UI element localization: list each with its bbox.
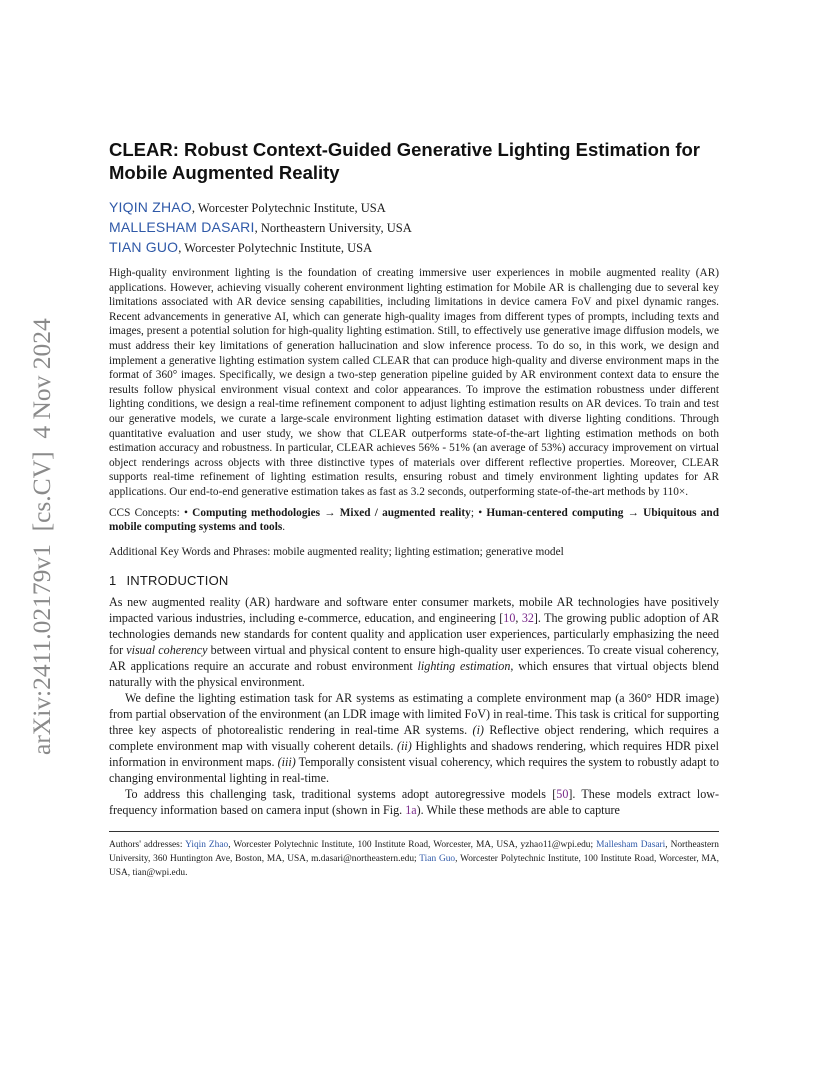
ccs-concept-2: Human-centered computing → Ubiquitous and mobile computing systems and tools	[109, 506, 719, 534]
author-3	[109, 238, 719, 258]
author-link[interactable]: Yiqin Zhao	[185, 840, 229, 851]
text-run: As new augmented reality (AR) hardware and software enter consumer markets, mobile AR technologies have positively impacted various industries, including e-commerce, education, and engineering [	[109, 595, 719, 626]
text-run: between virtual and physical content to ensure high-quality user experiences. To create visual coherency, AR applications require an accurate and robust environment	[109, 643, 720, 674]
text-run: Reflective object rendering, which requires a complete environment map with visually coherent details.	[109, 723, 719, 754]
author-affiliation: , Worcester Polytechnic Institute, USA	[178, 241, 373, 255]
text-run: Authors' addresses:	[109, 840, 186, 851]
text-run: , Worcester Polytechnic Institute, 100 Institute Road, Worcester, MA, USA, tian@wpi.edu.	[109, 854, 720, 879]
author-2	[109, 218, 719, 238]
arxiv-id-text: arXiv:2411.02179v1 [cs.CV] 4 Nov 2024	[27, 318, 56, 755]
author-link[interactable]: Tian Guo	[419, 854, 456, 865]
citation-link[interactable]: 10	[503, 611, 516, 626]
ccs-sep: ; •	[470, 506, 487, 519]
intro-paragraph-1: As new augmented reality (AR) hardware and software enter consumer markets, mobile AR technologies have positively impacted various industries, including e-commerce, education, and engineering [10, 32]. The growing public adoption of AR technologies demands new standards for content quality and application user experiences, particularly emphasizing the need for visual coherency between virtual and physical content to ensure high-quality user experiences. To create visual coherency, AR applications require an accurate and robust environment lighting estimation, which ensures that virtual objects blend naturally with the physical environment.	[109, 595, 720, 690]
emphasis: (i)	[472, 723, 484, 738]
text-run: , which ensures that virtual objects blend naturally with the physical environment.	[109, 659, 719, 690]
text-run: Highlights and shadows rendering, which requires HDR pixel information in environment maps.	[109, 739, 719, 770]
emphasis: visual coherency	[126, 643, 208, 658]
citation-link[interactable]: 32	[521, 611, 534, 626]
arxiv-identifier	[12, 290, 62, 760]
author-list	[109, 198, 719, 258]
ccs-concepts	[109, 506, 719, 535]
author-addresses-footnote	[109, 838, 719, 880]
keywords: Additional Key Words and Phrases: mobile augmented reality; lighting estimation; generative model	[109, 545, 564, 558]
text-run: ]. These models extract low-frequency information based on camera input (shown in Fig.	[109, 787, 719, 818]
figure-link[interactable]: 1a	[405, 803, 417, 818]
author-name[interactable]: YIQIN ZHAO	[109, 199, 192, 215]
author-affiliation: , Northeastern University, USA	[254, 221, 412, 235]
author-link[interactable]: Mallesham Dasari	[596, 840, 666, 851]
section-number: 1	[109, 573, 117, 589]
text-run: We define the lighting estimation task for AR systems as estimating a complete environment map (a 360° HDR image) from partial observation of the environment (an LDR image with limited FoV) in real-time. This task is critical for supporting three key aspects of photorealistic rendering in real-time AR systems.	[109, 691, 719, 738]
section-heading	[109, 573, 719, 588]
footnote-divider	[109, 831, 719, 832]
citation-link[interactable]: 50	[556, 787, 569, 802]
emphasis: (ii)	[397, 739, 412, 754]
author-affiliation: , Worcester Polytechnic Institute, USA	[191, 201, 386, 215]
text-run: ]. The growing public adoption of AR technologies demands new standards for content quality and application user experiences, particularly emphasizing the need for	[109, 611, 720, 658]
ccs-label: CCS Concepts: •	[109, 506, 193, 519]
intro-paragraph-2	[109, 690, 719, 786]
abstract: High-quality environment lighting is the foundation of creating immersive user experiences in mobile augmented reality (AR) applications. However, achieving visually coherent environment lighting estimation for Mobile AR is challenging due to several key limitations associated with AR device sensing capabilities, including limitations in device camera FoV and pixel dynamic ranges. Recent advancements in generative AI, which can generate high-quality images from different types of prompts, including texts and images, present a potential solution for high-quality lighting estimation. Still, to effectively use generative image diffusion models, we must address their key limitations of generation hallucination and slow inference process. To do so, in this work, we design and implement a generative lighting estimation system called CLEAR that can produce high-quality and diverse environment maps in the format of 360° images. Specifically, we design a two-step generation pipeline guided by AR environment context data to ensure the results follow physical environment visual context and color appearances. To improve the estimation robustness under different lighting conditions, we design a real-time refinement component to adjust lighting estimation results on AR devices. To train and test our generative models, we curate a large-scale environment lighting estimation dataset with diverse lighting conditions. Through quantitative evaluation and user study, we show that CLEAR outperforms state-of-the-art lighting estimation methods on both estimation accuracy and robustness. In particular, CLEAR achieves 56% - 51% (an average of 53%) accuracy improvement on virtual object renderings across objects with three distinctive types of materials over different reflective properties. Moreover, CLEAR supports real-time refinement of lighting estimation results, ensuring robust and timely environment lighting updates for AR applications. Our end-to-end generative estimation takes as fast as 3.2 seconds, outperforming state-of-the-art methods by 110×.	[109, 267, 719, 498]
text-run: , Northeastern University, 360 Huntington Ave, Boston, MA, USA, m.dasari@northeastern.edu;	[109, 840, 719, 865]
text-run: ). While these methods are able to capture	[416, 803, 620, 818]
text-run: , Worcester Polytechnic Institute, 100 Institute Road, Worcester, MA, USA, yzhao11@wpi.edu;	[228, 840, 597, 851]
text-run: Temporally consistent visual coherency, which requires the system to robustly adapt to changing environmental lighting in real-time.	[109, 755, 719, 786]
author-name[interactable]: TIAN GUO	[109, 239, 179, 255]
author-1	[109, 198, 719, 218]
emphasis: lighting estimation	[417, 659, 511, 674]
author-name[interactable]: MALLESHAM DASARI	[109, 219, 255, 235]
ccs-concept-1: Computing methodologies → Mixed / augmented reality	[192, 506, 471, 519]
emphasis: (iii)	[277, 755, 296, 770]
paper-page	[109, 138, 719, 880]
section-title: INTRODUCTION	[126, 573, 229, 589]
text-run: To address this challenging task, traditional systems adopt autoregressive models [	[125, 787, 557, 802]
paper-title: CLEAR: Robust Context-Guided Generative Lighting Estimation for Mobile Augmented Reality	[109, 139, 700, 183]
intro-paragraph-3	[109, 786, 719, 818]
ccs-end: .	[282, 521, 286, 534]
